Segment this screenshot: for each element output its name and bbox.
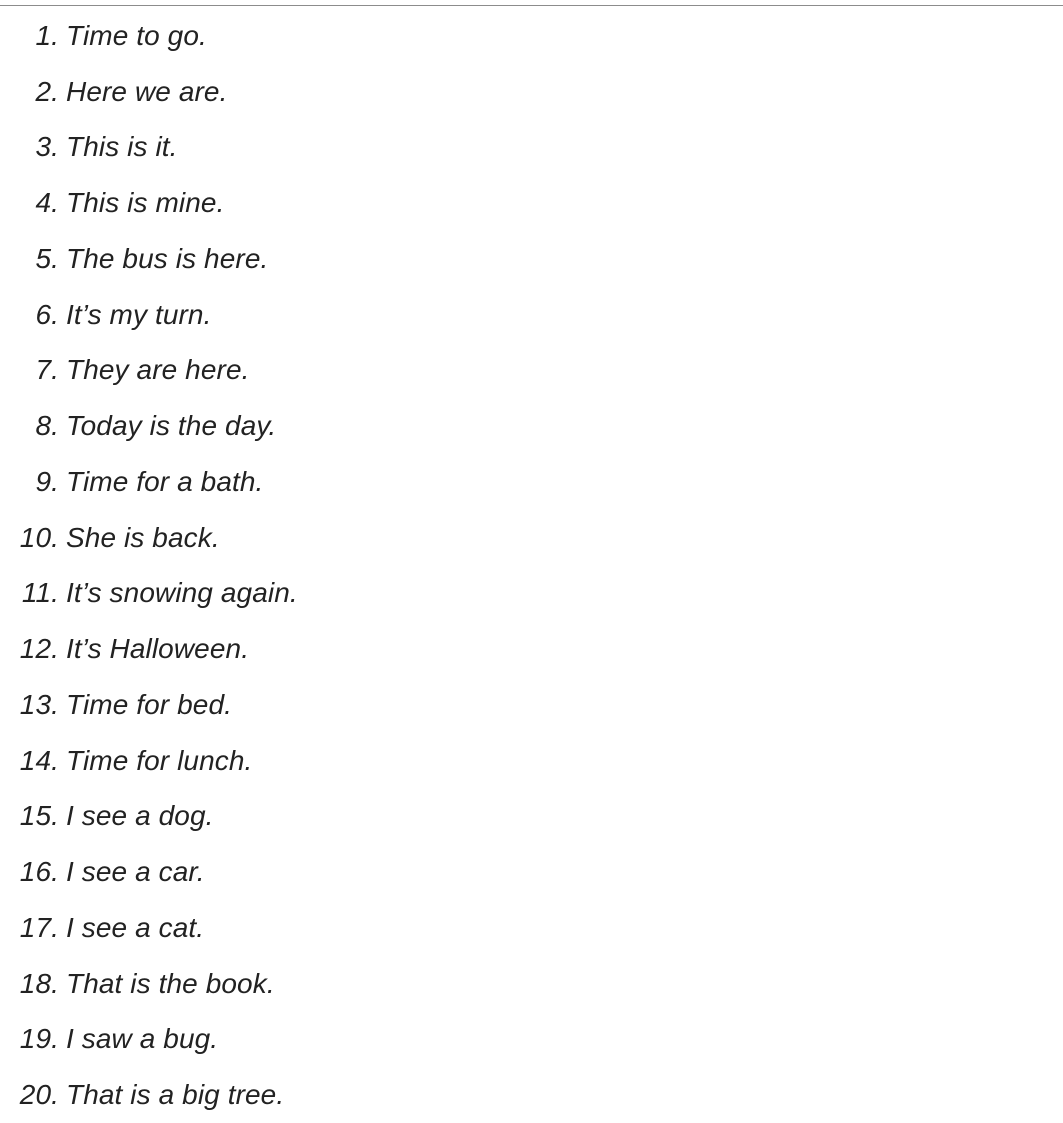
list-item (0, 733, 1063, 789)
item-text: Time to go. (66, 19, 207, 51)
list-item (0, 900, 1063, 956)
item-text: I see a car. (66, 856, 205, 888)
item-number: 10. (19, 521, 59, 553)
item-text: The bus is here. (66, 242, 269, 274)
list-item (0, 120, 1063, 176)
item-number: 15. (19, 800, 59, 832)
item-number: 20. (19, 1079, 59, 1111)
item-text: Time for a bath. (66, 465, 264, 497)
item-text: That is the book. (66, 967, 275, 999)
list-item (0, 510, 1063, 566)
list-item (0, 1067, 1063, 1123)
list-item (0, 844, 1063, 900)
item-number: 1. (35, 19, 59, 51)
item-number: 9. (35, 465, 59, 497)
list-item (0, 64, 1063, 120)
list-item (0, 789, 1063, 845)
item-text: Today is the day. (66, 410, 277, 442)
item-number: 4. (35, 187, 59, 219)
item-number: 8. (35, 410, 59, 442)
list-item (0, 454, 1063, 510)
list-item (0, 175, 1063, 231)
item-number: 6. (35, 298, 59, 330)
item-text: This is mine. (66, 187, 225, 219)
item-text: I see a cat. (66, 911, 205, 943)
item-number: 18. (19, 967, 59, 999)
item-number: 17. (19, 911, 59, 943)
item-number: 16. (19, 856, 59, 888)
item-text: I see a dog. (66, 800, 214, 832)
list-item (0, 8, 1063, 64)
item-number: 5. (35, 242, 59, 274)
sentence-list (0, 8, 1063, 1123)
item-number: 3. (35, 131, 59, 163)
item-number: 19. (19, 1023, 59, 1055)
item-text: It’s Halloween. (66, 633, 250, 665)
item-text: I saw a bug. (66, 1023, 219, 1055)
item-text: They are here. (66, 354, 250, 386)
item-text: It’s my turn. (66, 298, 212, 330)
top-divider (0, 5, 1063, 6)
list-item (0, 287, 1063, 343)
item-number: 13. (19, 688, 59, 720)
list-item (0, 398, 1063, 454)
item-text: Here we are. (66, 75, 228, 107)
item-number: 12. (19, 633, 59, 665)
item-number: 2. (35, 75, 59, 107)
list-item (0, 231, 1063, 287)
item-text: Time for lunch. (66, 744, 253, 776)
item-text: She is back. (66, 521, 220, 553)
list-item (0, 343, 1063, 399)
list-item (0, 956, 1063, 1012)
item-number: 7. (35, 354, 59, 386)
list-item (0, 1012, 1063, 1068)
item-number: 11. (21, 577, 59, 609)
list-item (0, 621, 1063, 677)
item-text: It’s snowing again. (66, 577, 298, 609)
item-number: 14. (19, 744, 59, 776)
list-item (0, 566, 1063, 622)
item-text: This is it. (66, 131, 178, 163)
list-item (0, 677, 1063, 733)
item-text: Time for bed. (66, 688, 233, 720)
item-text: That is a big tree. (66, 1079, 285, 1111)
